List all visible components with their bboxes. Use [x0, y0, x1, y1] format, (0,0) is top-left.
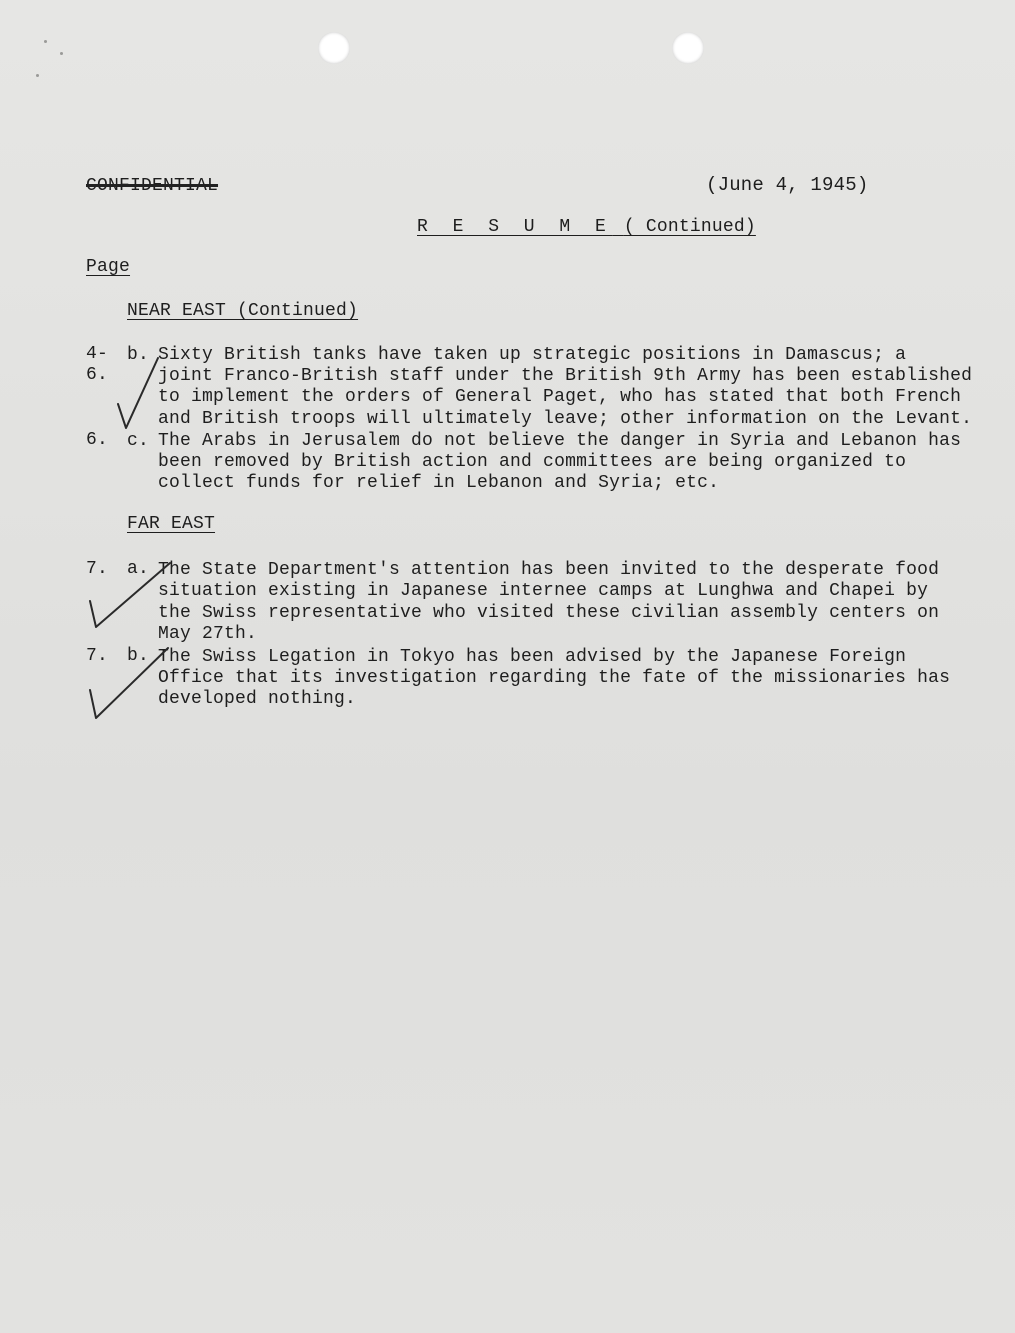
item-line: and British troops will ultimately leave; other information on the Levant.: [158, 409, 973, 429]
paper-speck: [44, 40, 47, 43]
page-ref: 4-: [86, 344, 109, 364]
punch-hole-right: [672, 32, 704, 64]
checkmark-icon: [84, 640, 174, 724]
item-line: situation existing in Japanese internee camps at Lunghwa and Chapei by: [158, 581, 929, 601]
item-letter: c.: [127, 431, 150, 451]
item-line: The State Department's attention has been invited to the desperate food: [158, 560, 940, 580]
item-line: been removed by British action and committees are being organized to: [158, 452, 907, 472]
item-line: Office that its investigation regarding the fate of the missionaries has: [158, 668, 951, 688]
title-continued: ( Continued): [623, 217, 756, 237]
item-line: collect funds for relief in Lebanon and Syria; etc.: [158, 473, 720, 493]
paper-speck: [36, 74, 39, 77]
page-ref: 7.: [86, 646, 109, 666]
item-line: The Arabs in Jerusalem do not believe the danger in Syria and Lebanon has: [158, 431, 962, 451]
item-letter: b.: [127, 646, 150, 666]
item-line: the Swiss representative who visited these civilian assembly centers on: [158, 603, 940, 623]
checkmark-icon: [110, 352, 170, 432]
document-date: (June 4, 1945): [706, 174, 869, 196]
punch-hole-left: [318, 32, 350, 64]
classification-mark: CONFIDENTIAL: [86, 176, 219, 196]
page-ref: 6.: [86, 365, 109, 385]
page-title: [417, 217, 756, 238]
item-line: Sixty British tanks have taken up strategic positions in Damascus; a: [158, 345, 907, 365]
section-heading-near-east: NEAR EAST (Continued): [127, 301, 359, 321]
item-letter: a.: [127, 559, 150, 579]
section-heading-far-east: FAR EAST: [127, 514, 216, 534]
checkmark-icon: [84, 553, 174, 633]
paper-speck: [60, 52, 63, 55]
item-line: developed nothing.: [158, 689, 357, 709]
title-resume: R E S U M E: [417, 217, 613, 237]
item-line: joint Franco-British staff under the British 9th Army has been established: [158, 366, 973, 386]
page-ref: 6.: [86, 430, 109, 450]
item-letter: b.: [127, 345, 150, 365]
item-line: to implement the orders of General Paget, who has stated that both French: [158, 387, 962, 407]
item-line: May 27th.: [158, 624, 258, 644]
page-column-label: Page: [86, 257, 131, 277]
page-ref: 7.: [86, 559, 109, 579]
item-line: The Swiss Legation in Tokyo has been advised by the Japanese Foreign: [158, 647, 907, 667]
